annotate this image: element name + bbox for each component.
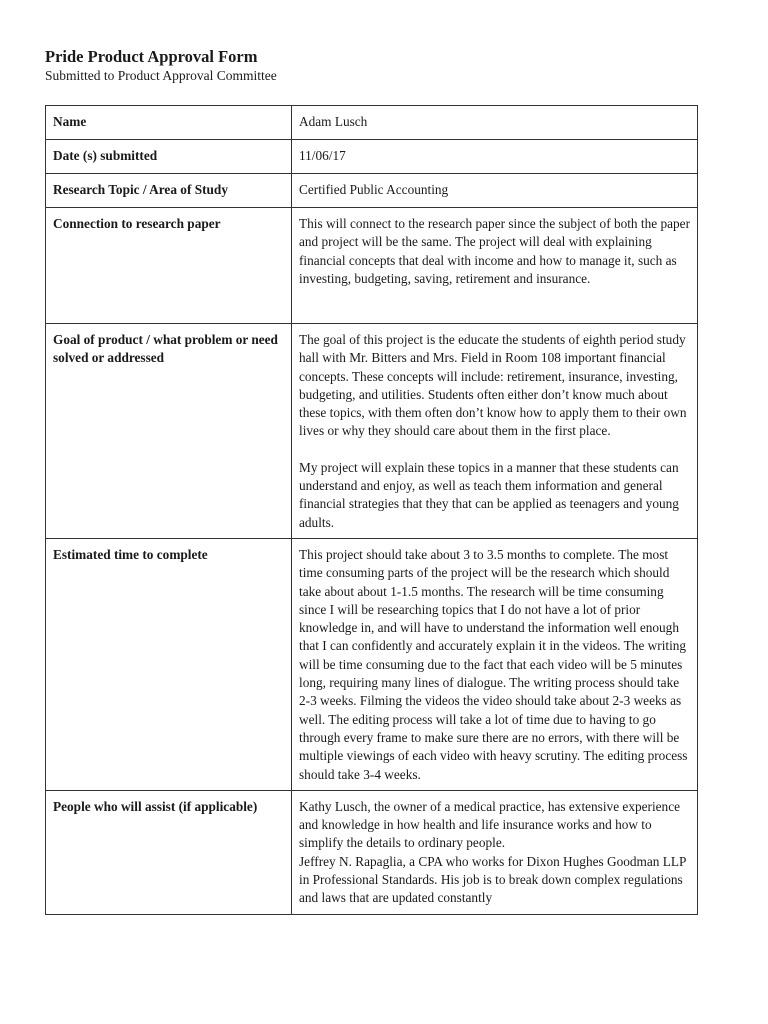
goal-label: Goal of product / what problem or need solved or addressed xyxy=(46,324,292,539)
connection-label: Connection to research paper xyxy=(46,208,292,324)
date-value: 11/06/17 xyxy=(292,140,698,174)
people-paragraph-1: Kathy Lusch, the owner of a medical practice, has extensive experience and knowledge in how health and life insurance works and how to simplify the details to ordinary people. xyxy=(299,798,681,851)
form-page xyxy=(45,47,698,915)
people-value xyxy=(292,790,698,914)
topic-label: Research Topic / Area of Study xyxy=(46,174,292,208)
goal-value xyxy=(292,324,698,539)
people-label: People who will assist (if applicable) xyxy=(46,790,292,914)
approval-form-table xyxy=(45,105,698,915)
goal-paragraph-1: The goal of this project is the educate the students of eighth period study hall with Mr. Bitters and Mrs. Field in Room 108 important financial concepts. These concepts will include: retirement, insurance, investing, budgeting, and utilities. Students often either don’t know much about these topics, with them often don’t know how to apply them to their own lives or why they should care about them in the first place. xyxy=(299,332,687,439)
table-row-topic xyxy=(46,174,698,208)
connection-value: This will connect to the research paper since the subject of both the paper and project will be the same. The project will deal with explaining financial concepts that deal with income and how to manage it, such as investing, budgeting, saving, retirement and insurance. xyxy=(292,208,698,324)
name-label: Name xyxy=(46,106,292,140)
goal-paragraph-2: My project will explain these topics in a manner that these students can understand and enjoy, as well as teach them information and general financial strategies that they that can be applied as teenagers and young adults. xyxy=(299,459,679,530)
table-row-time xyxy=(46,538,698,790)
table-row-goal xyxy=(46,324,698,539)
form-subtitle: Submitted to Product Approval Committee xyxy=(45,68,277,83)
people-paragraph-2: Jeffrey N. Rapaglia, a CPA who works for Dixon Hughes Goodman LLP in Professional Standards. His job is to break down complex regulations and laws that are updated constantly xyxy=(299,853,686,906)
form-title: Pride Product Approval Form xyxy=(45,47,258,66)
table-row-name xyxy=(46,106,698,140)
time-value: This project should take about 3 to 3.5 months to complete. The most time consuming parts of the project will be the research which should take about about 1-1.5 months. The research will be time consuming since I will be researching topics that I do not have a lot of prior knowledge in, and will have to understand the information well enough that I can confidently and accurately explain it in the videos. The writing will be time consuming due to the fact that each video will be 5 minutes long, requiring many lines of dialogue. The writing process should take 2-3 weeks. Filming the videos the video should take about 2-3 weeks as well. The editing process will take a lot of time due to having to go through every frame to make sure there are no errors, with there will be multiple viewings of each video with heavy scrutiny. The editing process should take 3-4 weeks. xyxy=(292,538,698,790)
table-row-people xyxy=(46,790,698,914)
table-row-connection xyxy=(46,208,698,324)
topic-value: Certified Public Accounting xyxy=(292,174,698,208)
table-row-date xyxy=(46,140,698,174)
name-value: Adam Lusch xyxy=(292,106,698,140)
time-label: Estimated time to complete xyxy=(46,538,292,790)
date-label: Date (s) submitted xyxy=(46,140,292,174)
